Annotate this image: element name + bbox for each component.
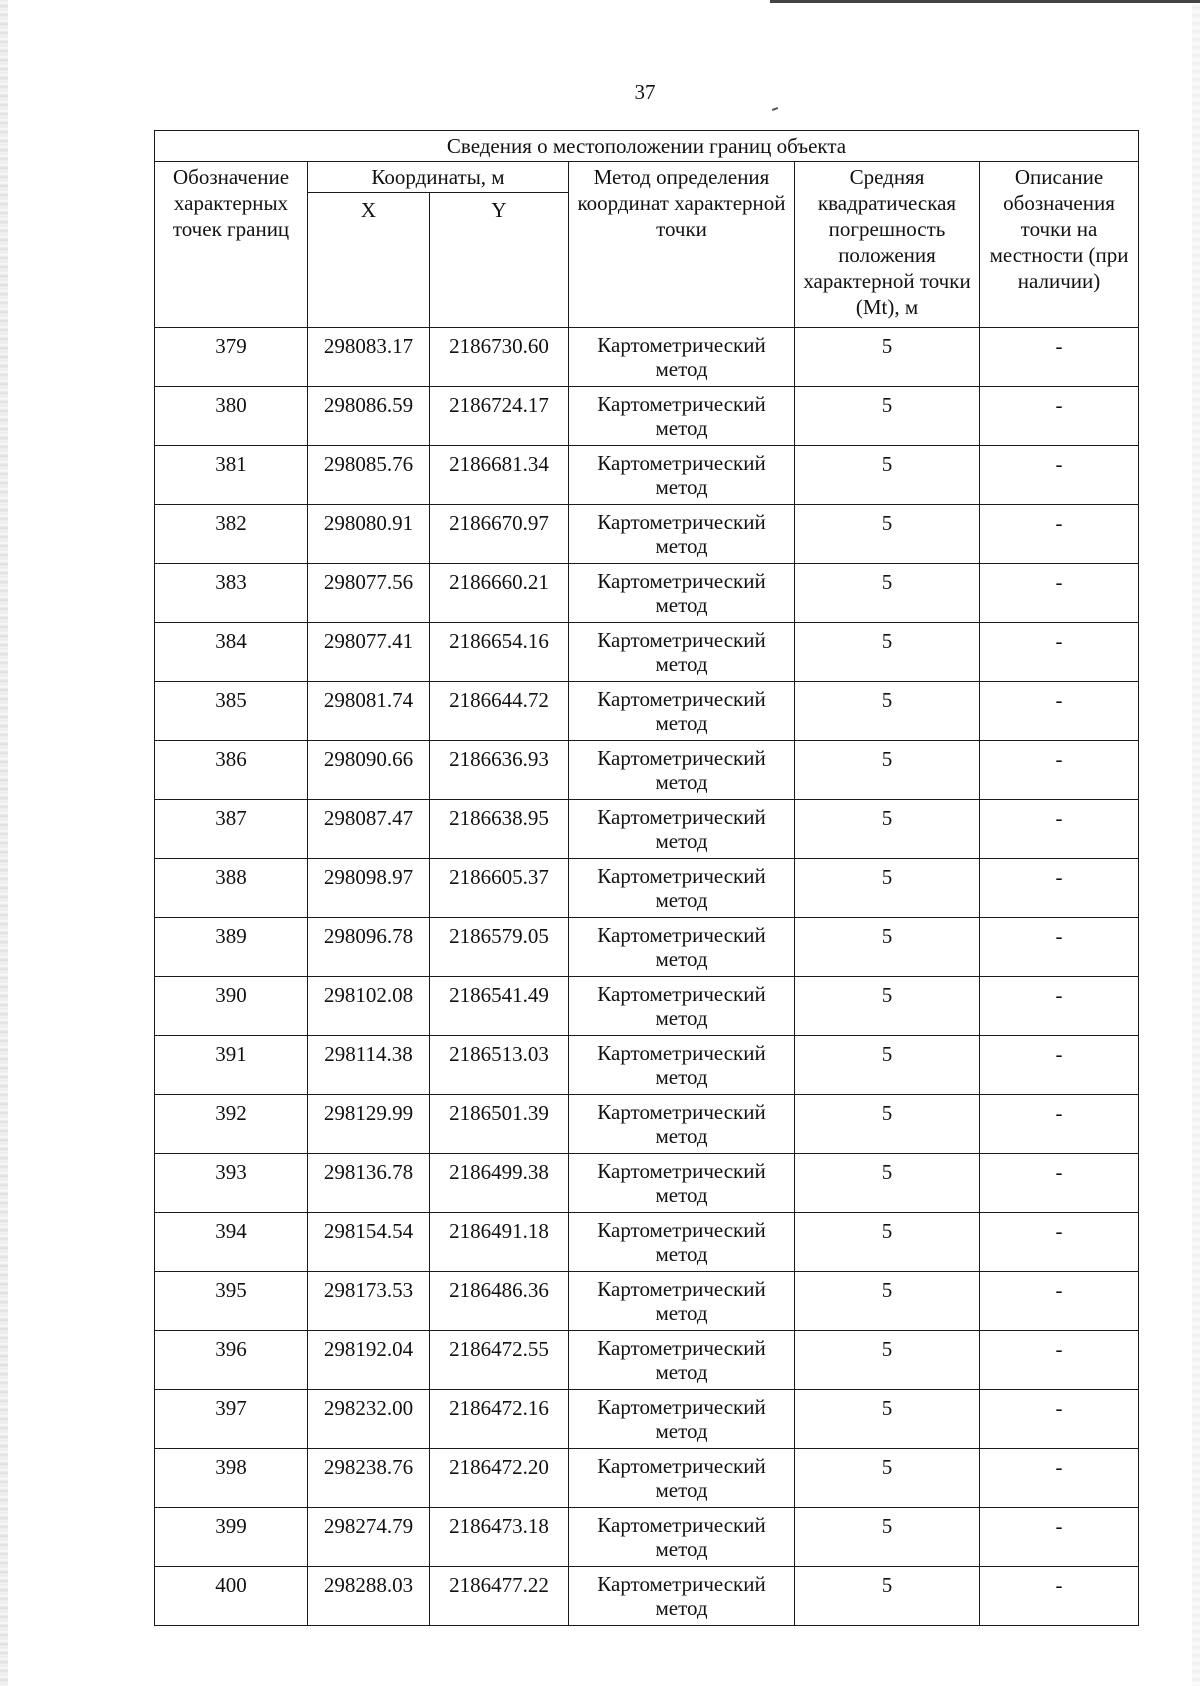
point-cell: 380 [155, 387, 308, 446]
description-cell: - [980, 328, 1139, 387]
method-line-1: Картометрический [597, 1336, 766, 1360]
method-cell [569, 1390, 795, 1449]
error-cell: 5 [795, 1331, 980, 1390]
description-cell: - [980, 859, 1139, 918]
point-cell: 389 [155, 918, 308, 977]
table-row [155, 1154, 1139, 1213]
method-line-1: Картометрический [597, 1041, 766, 1065]
y-cell: 2186670.97 [430, 505, 569, 564]
x-cell: 298083.17 [308, 328, 430, 387]
point-cell: 390 [155, 977, 308, 1036]
method-cell [569, 741, 795, 800]
table-caption-text: Сведения о местоположении границ объекта [446, 134, 847, 158]
method-line-1: Картометрический [597, 1159, 766, 1183]
method-cell [569, 564, 795, 623]
method-line-1: Картометрический [597, 333, 766, 357]
description-cell: - [980, 1036, 1139, 1095]
table-row [155, 446, 1139, 505]
method-line-1: Картометрический [597, 1218, 766, 1242]
method-cell [569, 1154, 795, 1213]
description-cell: - [980, 977, 1139, 1036]
y-cell: 2186638.95 [430, 800, 569, 859]
point-cell: 382 [155, 505, 308, 564]
table-row [155, 977, 1139, 1036]
error-cell: 5 [795, 1272, 980, 1331]
table-row [155, 1272, 1139, 1331]
point-cell: 396 [155, 1331, 308, 1390]
method-cell [569, 1567, 795, 1626]
header-description: Описание обозначения точки на местности (при наличии) [980, 162, 1139, 328]
table-row [155, 1036, 1139, 1095]
x-cell: 298173.53 [308, 1272, 430, 1331]
scan-edge-right [1192, 0, 1200, 1686]
error-cell: 5 [795, 446, 980, 505]
method-cell [569, 1449, 795, 1508]
method-line-2: метод [655, 770, 708, 794]
y-cell: 2186605.37 [430, 859, 569, 918]
description-cell: - [980, 1390, 1139, 1449]
method-line-1: Картометрический [597, 805, 766, 829]
table-row [155, 505, 1139, 564]
method-line-2: метод [655, 1065, 708, 1089]
x-cell: 298086.59 [308, 387, 430, 446]
method-line-2: метод [655, 475, 708, 499]
point-cell: 393 [155, 1154, 308, 1213]
method-line-2: метод [655, 1478, 708, 1502]
point-cell: 383 [155, 564, 308, 623]
x-cell: 298098.97 [308, 859, 430, 918]
error-cell: 5 [795, 977, 980, 1036]
y-cell: 2186730.60 [430, 328, 569, 387]
method-line-2: метод [655, 1124, 708, 1148]
method-line-1: Картометрический [597, 1572, 766, 1596]
point-cell: 395 [155, 1272, 308, 1331]
y-cell: 2186644.72 [430, 682, 569, 741]
method-cell [569, 328, 795, 387]
error-cell: 5 [795, 859, 980, 918]
point-cell: 397 [155, 1390, 308, 1449]
x-cell: 298274.79 [308, 1508, 430, 1567]
method-line-2: метод [655, 1419, 708, 1443]
error-cell: 5 [795, 1213, 980, 1272]
description-cell: - [980, 1272, 1139, 1331]
method-line-1: Картометрический [597, 864, 766, 888]
method-line-2: метод [655, 416, 708, 440]
error-cell: 5 [795, 1449, 980, 1508]
y-cell: 2186473.18 [430, 1508, 569, 1567]
method-line-1: Картометрический [597, 628, 766, 652]
point-cell: 392 [155, 1095, 308, 1154]
description-cell: - [980, 1095, 1139, 1154]
table-caption [155, 131, 1139, 162]
point-cell: 379 [155, 328, 308, 387]
method-cell [569, 1036, 795, 1095]
method-line-1: Картометрический [597, 687, 766, 711]
method-line-1: Картометрический [597, 569, 766, 593]
error-cell: 5 [795, 1036, 980, 1095]
method-line-2: метод [655, 1242, 708, 1266]
error-cell: 5 [795, 623, 980, 682]
y-cell: 2186660.21 [430, 564, 569, 623]
x-cell: 298238.76 [308, 1449, 430, 1508]
x-cell: 298114.38 [308, 1036, 430, 1095]
method-line-2: метод [655, 1301, 708, 1325]
boundary-points-table [154, 130, 1139, 1626]
scan-edge-left [0, 0, 8, 1686]
x-cell: 298129.99 [308, 1095, 430, 1154]
method-cell [569, 387, 795, 446]
x-cell: 298192.04 [308, 1331, 430, 1390]
y-cell: 2186681.34 [430, 446, 569, 505]
x-cell: 298288.03 [308, 1567, 430, 1626]
description-cell: - [980, 623, 1139, 682]
table-row [155, 741, 1139, 800]
point-cell: 386 [155, 741, 308, 800]
header-method: Метод определения координат характерной точки [569, 162, 795, 328]
x-cell: 298081.74 [308, 682, 430, 741]
table-row [155, 328, 1139, 387]
table-row [155, 623, 1139, 682]
description-cell: - [980, 741, 1139, 800]
table-row [155, 1390, 1139, 1449]
table-row [155, 1508, 1139, 1567]
method-cell [569, 1095, 795, 1154]
method-line-2: метод [655, 1360, 708, 1384]
description-cell: - [980, 1213, 1139, 1272]
description-cell: - [980, 564, 1139, 623]
y-cell: 2186472.16 [430, 1390, 569, 1449]
method-cell [569, 1331, 795, 1390]
point-cell: 385 [155, 682, 308, 741]
top-edge-rule [770, 0, 1200, 3]
x-cell: 298077.56 [308, 564, 430, 623]
method-cell [569, 1272, 795, 1331]
description-cell: - [980, 446, 1139, 505]
method-line-2: метод [655, 1537, 708, 1561]
method-cell [569, 623, 795, 682]
table-row [155, 1213, 1139, 1272]
description-cell: - [980, 918, 1139, 977]
y-cell: 2186491.18 [430, 1213, 569, 1272]
point-cell: 381 [155, 446, 308, 505]
method-line-2: метод [655, 534, 708, 558]
x-cell: 298087.47 [308, 800, 430, 859]
error-cell: 5 [795, 564, 980, 623]
x-cell: 298085.76 [308, 446, 430, 505]
header-error: Средняя квадратическая погрешность положения характерной точки (Mt), м [795, 162, 980, 328]
y-cell: 2186472.55 [430, 1331, 569, 1390]
table-row [155, 1095, 1139, 1154]
x-cell: 298080.91 [308, 505, 430, 564]
method-cell [569, 859, 795, 918]
error-cell: 5 [795, 1095, 980, 1154]
table-row [155, 564, 1139, 623]
y-cell: 2186541.49 [430, 977, 569, 1036]
x-cell: 298090.66 [308, 741, 430, 800]
error-cell: 5 [795, 1567, 980, 1626]
y-cell: 2186472.20 [430, 1449, 569, 1508]
description-cell: - [980, 1567, 1139, 1626]
method-line-1: Картометрический [597, 1454, 766, 1478]
method-line-1: Картометрический [597, 746, 766, 770]
description-cell: - [980, 1331, 1139, 1390]
description-cell: - [980, 682, 1139, 741]
method-line-2: метод [655, 357, 708, 381]
table-row [155, 1567, 1139, 1626]
method-line-1: Картометрический [597, 1277, 766, 1301]
y-cell: 2186579.05 [430, 918, 569, 977]
point-cell: 387 [155, 800, 308, 859]
error-cell: 5 [795, 387, 980, 446]
y-cell: 2186513.03 [430, 1036, 569, 1095]
y-cell: 2186499.38 [430, 1154, 569, 1213]
method-line-2: метод [655, 593, 708, 617]
method-line-2: метод [655, 1596, 708, 1620]
method-line-1: Картометрический [597, 451, 766, 475]
y-cell: 2186724.17 [430, 387, 569, 446]
method-cell [569, 1508, 795, 1567]
method-line-1: Картометрический [597, 1395, 766, 1419]
method-line-1: Картометрический [597, 923, 766, 947]
method-line-2: метод [655, 652, 708, 676]
scan-speck [772, 107, 778, 111]
description-cell: - [980, 800, 1139, 859]
error-cell: 5 [795, 800, 980, 859]
error-cell: 5 [795, 505, 980, 564]
error-cell: 5 [795, 1508, 980, 1567]
y-cell: 2186501.39 [430, 1095, 569, 1154]
error-cell: 5 [795, 328, 980, 387]
method-line-2: метод [655, 1183, 708, 1207]
error-cell: 5 [795, 918, 980, 977]
description-cell: - [980, 387, 1139, 446]
header-point: Обозначение характерных точек границ [155, 162, 308, 328]
method-line-2: метод [655, 947, 708, 971]
method-cell [569, 446, 795, 505]
method-cell [569, 918, 795, 977]
method-cell [569, 977, 795, 1036]
point-cell: 394 [155, 1213, 308, 1272]
y-cell: 2186636.93 [430, 741, 569, 800]
y-cell: 2186486.36 [430, 1272, 569, 1331]
table-row [155, 1449, 1139, 1508]
point-cell: 391 [155, 1036, 308, 1095]
x-cell: 298232.00 [308, 1390, 430, 1449]
table-row [155, 682, 1139, 741]
error-cell: 5 [795, 1390, 980, 1449]
method-cell [569, 1213, 795, 1272]
method-cell [569, 682, 795, 741]
error-cell: 5 [795, 741, 980, 800]
method-line-1: Картометрический [597, 1513, 766, 1537]
method-line-1: Картометрический [597, 982, 766, 1006]
method-line-1: Картометрический [597, 392, 766, 416]
method-line-2: метод [655, 829, 708, 853]
table-row [155, 918, 1139, 977]
method-line-2: метод [655, 711, 708, 735]
point-cell: 398 [155, 1449, 308, 1508]
y-cell: 2186654.16 [430, 623, 569, 682]
x-cell: 298096.78 [308, 918, 430, 977]
description-cell: - [980, 1508, 1139, 1567]
x-cell: 298136.78 [308, 1154, 430, 1213]
x-cell: 298102.08 [308, 977, 430, 1036]
page-number: 37 [634, 80, 656, 104]
header-x: X [308, 193, 430, 328]
x-cell: 298077.41 [308, 623, 430, 682]
table-row [155, 387, 1139, 446]
header-coordinates: Координаты, м [308, 162, 569, 193]
table-row [155, 1331, 1139, 1390]
y-cell: 2186477.22 [430, 1567, 569, 1626]
point-cell: 384 [155, 623, 308, 682]
error-cell: 5 [795, 682, 980, 741]
table-body [155, 328, 1139, 1626]
point-cell: 400 [155, 1567, 308, 1626]
header-y: Y [430, 193, 569, 328]
description-cell: - [980, 1154, 1139, 1213]
description-cell: - [980, 1449, 1139, 1508]
x-cell: 298154.54 [308, 1213, 430, 1272]
method-line-1: Картометрический [597, 510, 766, 534]
method-cell [569, 505, 795, 564]
table-row [155, 859, 1139, 918]
point-cell: 388 [155, 859, 308, 918]
point-cell: 399 [155, 1508, 308, 1567]
method-line-1: Картометрический [597, 1100, 766, 1124]
error-cell: 5 [795, 1154, 980, 1213]
method-line-2: метод [655, 1006, 708, 1030]
method-line-2: метод [655, 888, 708, 912]
description-cell: - [980, 505, 1139, 564]
table-row [155, 800, 1139, 859]
method-cell [569, 800, 795, 859]
